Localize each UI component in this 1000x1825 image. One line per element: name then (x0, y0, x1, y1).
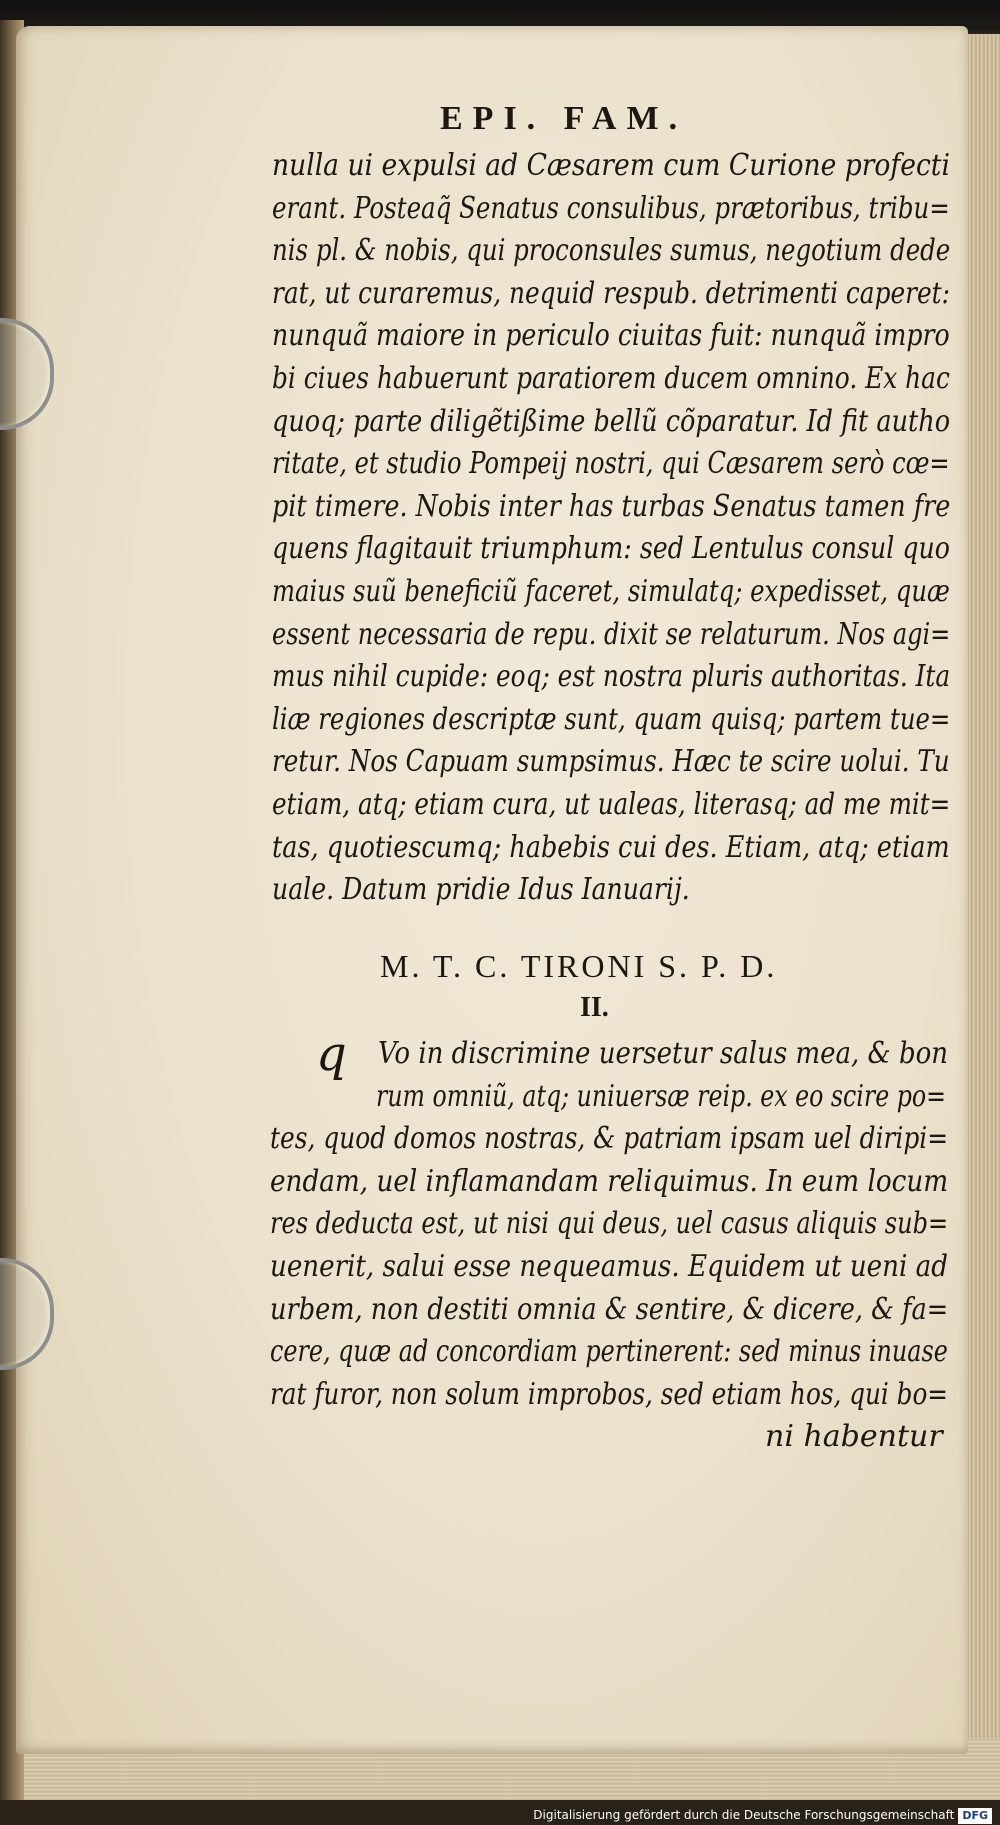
body-line-9: pit timere. Nobis inter has turbas Senatus tamen fre (272, 488, 951, 524)
letter-line-4: endam, uel inflamandam reliquimus. In eum locum (270, 1163, 949, 1199)
body-line-6: bi ciues habuerunt paratiorem ducem omnino. Ex hac (272, 361, 950, 396)
funding-note-text: Digitalisierung gefördert durch die Deutsche Forschungsgemeinschaft (533, 1808, 955, 1822)
letter-line-9: rat furor, non solum improbos, sed etiam hos, qui bo= (270, 1376, 949, 1412)
body-line-1: nulla ui expulsi ad Cæsarem cum Curione profecti (272, 148, 950, 183)
body-line-11: maius suũ beneficiũ faceret, simulatq; expedisset, quæ (272, 574, 950, 609)
body-line-16: etiam, atq; etiam cura, ut ualeas, literasq; ad me mit= (272, 787, 951, 822)
body-line-10: quens flagitauit triumphum: sed Lentulus consul quo (272, 531, 950, 567)
letter-line-10: ni habentur (765, 1419, 943, 1455)
letter-number: II. (580, 992, 609, 1023)
body-line-7: quoq; parte diligẽtißime bellũ cõparatur. Id fit autho (272, 403, 951, 439)
body-line-4: rat, ut curaremus, nequid respub. detrimenti caperet: (272, 275, 950, 311)
body-line-2: erant. Posteaq̃ Senatus consulibus, prætoribus, tribu= (272, 190, 950, 226)
letter-line-3: tes, quod domos nostras, & patriam ipsam uel diripi= (270, 1121, 949, 1157)
body-line-3: nis pl. & nobis, qui proconsules sumus, negotium dede (272, 233, 951, 269)
letter-line-8: cere, quæ ad concordiam pertinerent: sed minus inuase (270, 1334, 948, 1370)
letter-line-2: rum omniũ, atq; uniuersæ reip. ex eo scire po= (376, 1078, 946, 1114)
letter-line-7: urbem, non destiti omnia & sentire, & dicere, & fa= (270, 1291, 949, 1327)
body-line-14: liæ regiones descriptæ sunt, quam quisq; partem tue= (272, 701, 951, 737)
body-line-12: essent necessaria de repu. dixit se relaturum. Nos agi= (272, 616, 951, 652)
letter-heading: M. T. C. TIRONI S. P. D. (380, 948, 778, 984)
letter-line-5: res deducta est, ut nisi qui deus, uel casus aliquis sub= (270, 1206, 949, 1242)
running-head: EPI. FAM. (440, 100, 688, 137)
body-line-18: uale. Datum pridie Idus Ianuarij. (272, 872, 690, 908)
letter-line-6: uenerit, salui esse nequeamus. Equidem ut ueni ad (270, 1249, 948, 1284)
initial-letter: q (316, 1026, 347, 1082)
funding-note (533, 1805, 992, 1825)
body-line-5: nunquã maiore in periculo ciuitas fuit: nunquã impro (272, 318, 950, 354)
dfg-logo: DFG (958, 1808, 992, 1824)
body-line-17: tas, quotiescumq; habebis cui des. Etiam, atq; etiam (272, 829, 950, 865)
letter-line-1: Vo in discrimine uersetur salus mea, & bon (378, 1036, 949, 1071)
body-line-8: ritate, et studio Pompeij nostri, qui Cæsarem serò cœ= (272, 446, 950, 482)
body-line-13: mus nihil cupide: eoq; est nostra pluris authoritas. Ita (272, 659, 951, 695)
body-line-15: retur. Nos Capuam sumpsimus. Hæc te scire uolui. Tu (272, 744, 950, 780)
